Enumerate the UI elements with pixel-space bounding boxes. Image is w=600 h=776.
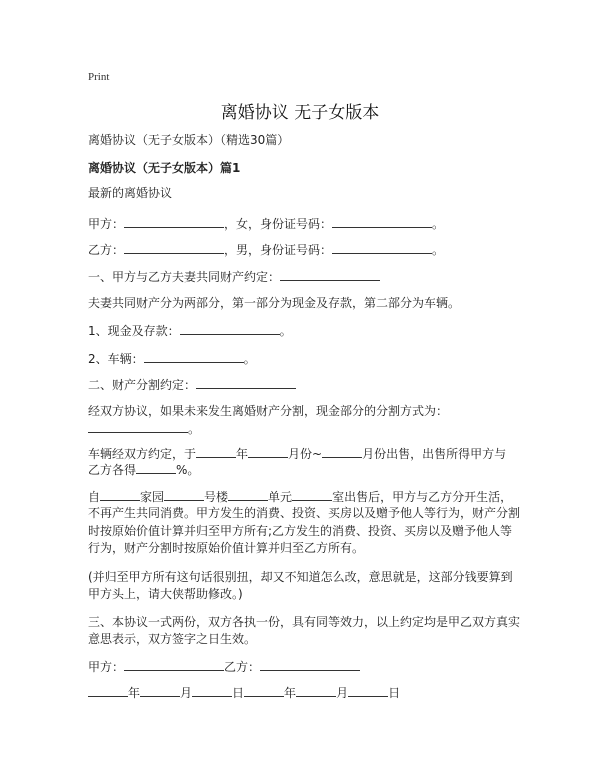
line-text: 月 (180, 686, 193, 700)
line-text: 时按原始价值计算并归至甲方所有;乙方发生的消费、投资、买房以及赠予他人等 (88, 524, 513, 538)
line-text: 离婚协议（无子女版本）（精选30篇） (88, 133, 290, 147)
document-line (88, 586, 243, 602)
line-text: 乙方： (88, 243, 125, 257)
fill-in-blank (196, 445, 236, 458)
line-text: 家园 (140, 490, 165, 504)
document-line (88, 614, 520, 630)
fill-in-blank (124, 241, 224, 254)
document-line (88, 322, 292, 339)
fill-in-blank (164, 488, 204, 501)
document-line (88, 241, 444, 258)
line-text: 日 (388, 686, 401, 700)
line-text: 行为，财产分割时按原始价值计算并归至乙方所有。 (88, 541, 365, 555)
line-text: %。 (176, 463, 200, 477)
fill-in-blank (136, 461, 176, 474)
line-text: 离婚协议（无子女版本）篇1 (88, 161, 241, 175)
line-text: 2、车辆： (88, 352, 144, 366)
print-link[interactable]: Print (88, 71, 110, 83)
line-text: 。 (432, 217, 445, 231)
fill-in-blank (124, 215, 224, 228)
line-text: 。 (188, 422, 201, 436)
document-line (88, 540, 364, 556)
fill-in-blank (88, 684, 128, 697)
line-text: 。 (279, 324, 292, 338)
fill-in-blank (280, 268, 380, 281)
document-line (88, 523, 512, 539)
document-line (88, 350, 256, 367)
line-text: (并归至甲方所有这句话很别扭，却又不知道怎么改，意思就是，这部分钱要算到 (88, 570, 513, 584)
line-text: 夫妻共同财产分为两部分，第一部分为现金及存款，第二部分为车辆。 (88, 296, 461, 310)
document-line (88, 295, 460, 311)
document-line (88, 420, 200, 437)
fill-in-blank (244, 684, 284, 697)
fill-in-blank (260, 658, 360, 671)
section-heading (88, 160, 240, 176)
line-text: 年 (284, 686, 297, 700)
line-text: 经双方协议，如果未来发生离婚财产分割，现金部分的分割方式为： (88, 404, 449, 418)
document-line (88, 488, 512, 505)
document-line (88, 631, 256, 647)
document-line (88, 569, 513, 585)
line-text: 最新的离婚协议 (88, 186, 173, 200)
line-text: 三、本协议一式两份，双方各执一份，具有同等效力，以上约定均是甲乙双方真实 (88, 615, 521, 629)
line-text: 甲方： (88, 660, 125, 674)
line-text: 。 (243, 352, 256, 366)
document-line (88, 215, 444, 232)
document-line (88, 505, 520, 521)
fill-in-blank (296, 684, 336, 697)
line-text: 不再产生共同消费。甲方发生的消费、投资、买房以及赠予他人等行为，财产分割 (88, 506, 521, 520)
line-text: 单元 (268, 490, 293, 504)
line-text: 车辆经双方约定，于 (88, 447, 197, 461)
document-line (88, 445, 506, 462)
fill-in-blank (196, 376, 296, 389)
line-text: 日 (232, 686, 245, 700)
line-text: 月 (336, 686, 349, 700)
document-line (88, 684, 400, 701)
fill-in-blank (228, 488, 268, 501)
fill-in-blank (100, 488, 140, 501)
line-text: 甲方头上，请大侠帮助修改。) (88, 587, 243, 601)
document-line (88, 403, 448, 419)
fill-in-blank (248, 445, 288, 458)
line-text: 号楼 (204, 490, 229, 504)
document-line (88, 376, 296, 393)
line-text: 。 (432, 243, 445, 257)
line-text: ，女，身份证号码： (224, 217, 333, 231)
line-text: 年 (128, 686, 141, 700)
fill-in-blank (332, 241, 432, 254)
line-text: 乙方各得 (88, 463, 137, 477)
fill-in-blank (322, 445, 362, 458)
document-title: 离婚协议 无子女版本 (220, 103, 380, 123)
fill-in-blank (348, 684, 388, 697)
line-text: ，男，身份证号码： (224, 243, 333, 257)
document-line (88, 461, 199, 478)
fill-in-blank (88, 420, 188, 433)
line-text: 乙方： (224, 660, 261, 674)
line-text: 月份出售，出售所得甲方与 (362, 447, 507, 461)
line-text: 自 (88, 490, 101, 504)
line-text: 1、现金及存款： (88, 324, 180, 338)
fill-in-blank (144, 350, 244, 363)
fill-in-blank (180, 322, 280, 335)
line-text: 一、甲方与乙方夫妻共同财产约定： (88, 270, 281, 284)
fill-in-blank (292, 488, 332, 501)
document-line (88, 658, 360, 675)
line-text: 意思表示，双方签字之日生效。 (88, 632, 257, 646)
line-text: 二、财产分割约定： (88, 378, 197, 392)
fill-in-blank (140, 684, 180, 697)
line-text: 月份~ (288, 447, 323, 461)
document-line (88, 268, 380, 285)
line-text: 室出售后，甲方与乙方分开生活， (332, 490, 513, 504)
fill-in-blank (124, 658, 224, 671)
fill-in-blank (192, 684, 232, 697)
line-text: 甲方： (88, 217, 125, 231)
document-line (88, 185, 172, 201)
line-text: 年 (236, 447, 249, 461)
fill-in-blank (332, 215, 432, 228)
document-line (88, 132, 289, 148)
